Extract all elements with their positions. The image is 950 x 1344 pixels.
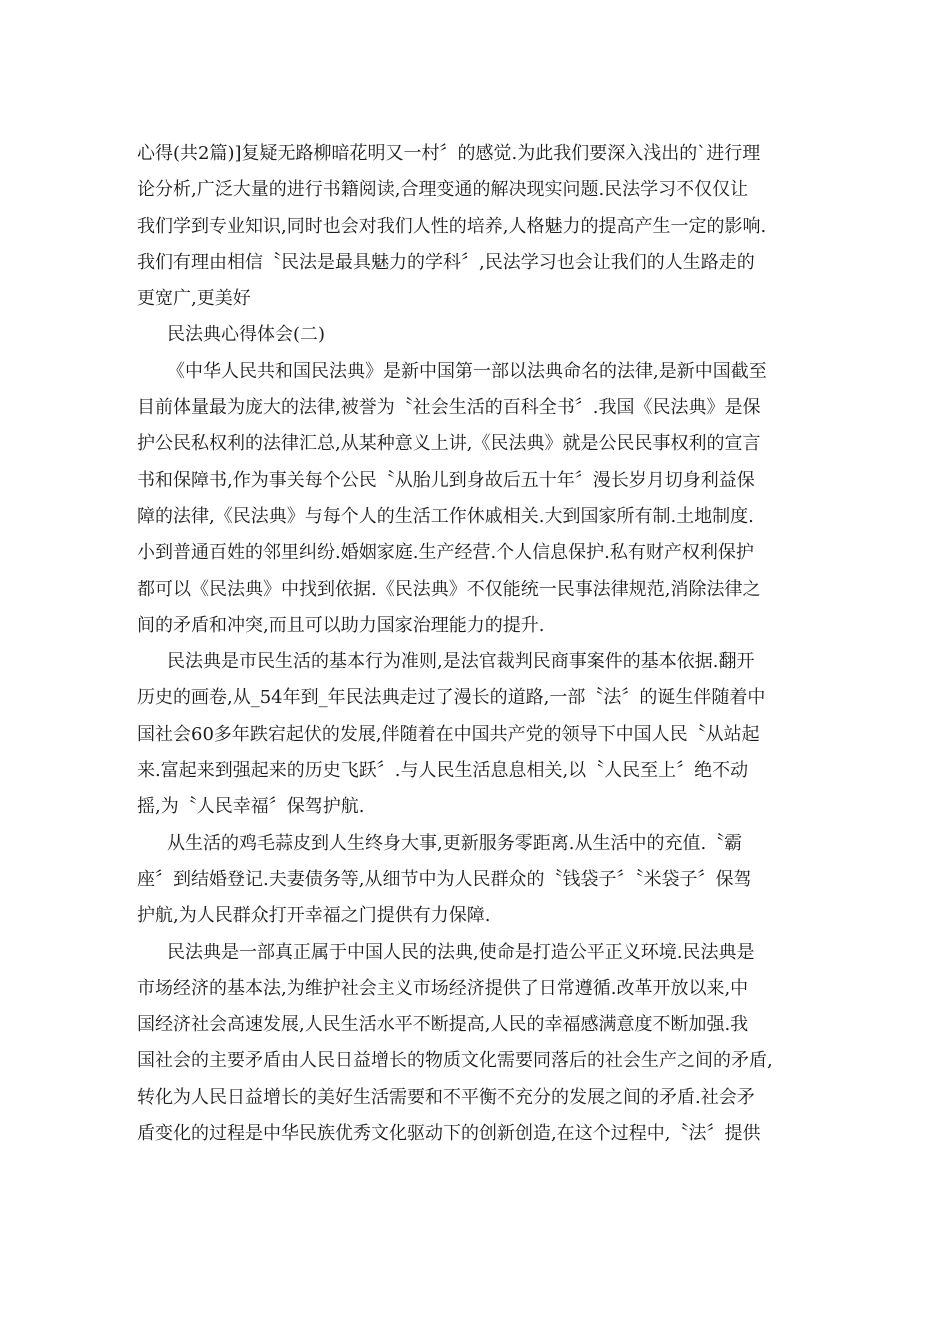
text-line: 摇,为〝人民幸福〞保驾护航.: [137, 796, 365, 818]
text-line: 书和保障书,作为事关每个公民〝从胎儿到身故后五十年〞漫长岁月切身利益保: [137, 469, 755, 491]
text-line: 国经济社会高速发展,人民生活水平不断提高,人民的幸福感满意度不断加强.我: [137, 1014, 749, 1036]
text-line: 论分析,广泛大量的进行书籍阅读,合理变通的解决现实问题.民法学习不仅仅让: [137, 179, 749, 201]
text-line: 目前体量最为庞大的法律,被誉为〝社会生活的百科全书〞.我国《民法典》是保: [137, 397, 761, 419]
text-line: 市场经济的基本法,为维护社会主义市场经济提供了日常遵循.改革开放以来,中: [137, 977, 749, 999]
body-paragraph: [137, 136, 815, 317]
document-page: [137, 136, 815, 1152]
text-line: 护航,为人民群众打开幸福之门提供有力保障.: [137, 905, 491, 927]
text-line: 国社会60多年跌宕起伏的发展,伴随着在中国共产党的领导下中国人民〝从站起: [137, 723, 760, 745]
text-line: 历史的画卷,从_54年到_年民法典走过了漫长的道路,一部〝法〞的诞生伴随着中: [137, 687, 766, 709]
text-line: 来.富起来到强起来的历史飞跃〞.与人民生活息息相关,以〝人民至上〞绝不动: [137, 760, 749, 782]
body-paragraph: [137, 354, 815, 644]
text-line: 护公民私权利的法律汇总,从某种意义上讲,《民法典》就是公民民事权利的宣言: [137, 433, 761, 455]
text-line: 更宽广,更美好: [137, 288, 251, 310]
text-line: 间的矛盾和冲突,而且可以助力国家治理能力的提升.: [137, 614, 545, 636]
body-paragraph: [137, 644, 815, 825]
text-line: 从生活的鸡毛蒜皮到人生终身大事,更新服务零距离.从生活中的充值.〝霸: [167, 832, 743, 854]
text-line: 民法典心得体会(二): [167, 324, 326, 346]
text-line: 心得(共2篇)]复疑无路柳暗花明又一村〞的感觉.为此我们要深入浅出的`进行理: [137, 143, 761, 164]
body-paragraph: [137, 826, 815, 935]
text-line: 都可以《民法典》中找到依据.《民法典》不仅能统一民事法律规范,消除法律之: [137, 578, 761, 600]
text-line: 民法典是一部真正属于中国人民的法典,使命是打造公平正义环境.民法典是: [167, 941, 755, 963]
text-line: 我们有理由相信〝民法是最具魅力的学科〞,民法学习也会让我们的人生路走的: [137, 251, 755, 273]
text-line: 国社会的主要矛盾由人民日益增长的物质文化需要同落后的社会生产之间的矛盾,: [137, 1050, 773, 1072]
text-line: 盾变化的过程是中华民族优秀文化驱动下的创新创造,在这个过程中,〝法〞提供: [137, 1123, 761, 1145]
section-heading: [137, 317, 815, 353]
text-line: 小到普通百姓的邻里纠纷.婚姻家庭.生产经营.个人信息保护.私有财产权利保护: [137, 542, 754, 564]
text-line: 《中华人民共和国民法典》是新中国第一部以法典命名的法律,是新中国截至: [167, 360, 767, 382]
text-line: 障的法律,《民法典》与每个人的生活工作休戚相关.大到国家所有制.土地制度.: [137, 505, 754, 527]
text-line: 我们学到专业知识,同时也会对我们人性的培养,人格魅力的提高产生一定的影响.: [137, 215, 767, 237]
text-line: 转化为人民日益增长的美好生活需要和不平衡不充分的发展之间的矛盾.社会矛: [137, 1086, 755, 1108]
text-line: 民法典是市民生活的基本行为准则,是法官裁判民商事案件的基本依据.翻开: [167, 651, 755, 673]
text-line: 座〞到结婚登记.夫妻债务等,从细节中为人民群众的〝钱袋子〞〝米袋子〞保驾: [137, 868, 752, 890]
body-paragraph: [137, 935, 815, 1153]
